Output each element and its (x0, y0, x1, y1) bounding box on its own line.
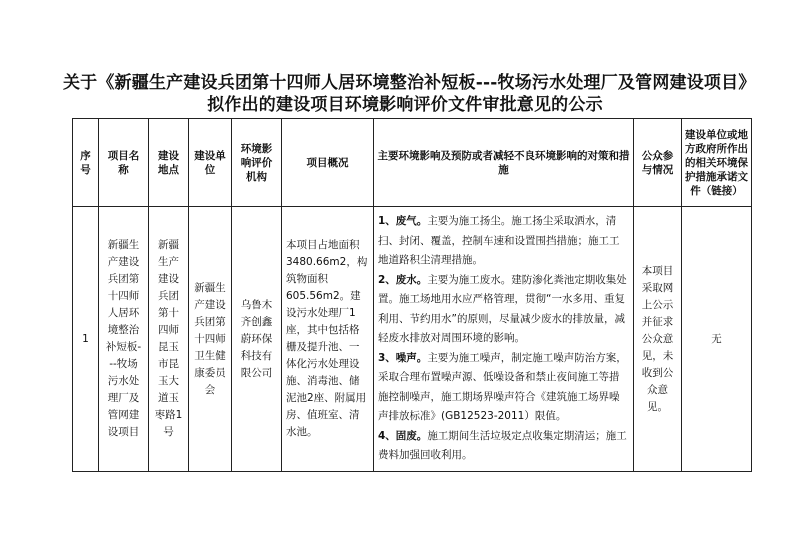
cell-overview: 本项目占地面积3480.66m2，构筑物面积605.56m2。建设污水处理厂1座，其中包括格栅及提升池、一体化污水处理设施、消毒池、储泥池2座、附属用房、值班室、清水池。 (282, 207, 374, 472)
header-public: 公众参与情况 (634, 119, 682, 207)
header-overview: 项目概况 (282, 119, 374, 207)
cell-index: 1 (73, 207, 99, 472)
table-header-row (73, 119, 752, 207)
cell-builder: 新疆生产建设兵团第十四师卫生健康委员会 (189, 207, 232, 472)
cell-measures (374, 207, 634, 472)
header-builder: 建设单位 (189, 119, 232, 207)
header-project-name: 项目名称 (99, 119, 149, 207)
measure-item: 3、噪声。主要为施工噪声，制定施工噪声防治方案，采取合理布置噪声源、低噪设备和禁止夜间施工等措施控制噪声，施工期场界噪声符合《建筑施工场界噪声排放标准》(GB12523-2011）限值。 (378, 351, 627, 423)
page-title: 关于《新疆生产建设兵团第十四师人居环境整治补短板---牧场污水处理厂及管网建设项目》拟作出的建设项目环境影响评价文件审批意见的公示 (62, 73, 748, 115)
measure-item: 4、固废。施工期间生活垃圾定点收集定期清运；施工费料加强回收利用。 (378, 429, 627, 462)
cell-location: 新疆生产建设兵团第十四师昆玉市昆玉大道玉枣路1号 (149, 207, 189, 472)
approval-table (72, 118, 752, 472)
cell-project-name: 新疆生产建设兵团第十四师人居环境整治补短板---牧场污水处理厂及管网建设项目 (99, 207, 149, 472)
header-commitment: 建设单位或地方政府所作出的相关环境保护措施承诺文件（链接） (682, 119, 752, 207)
table-row (73, 207, 752, 472)
cell-eia-agency: 乌鲁木齐创鑫蔚环保科技有限公司 (232, 207, 282, 472)
cell-public: 本项目采取网上公示并征求公众意见，未收到公众意见。 (634, 207, 682, 472)
measure-item: 2、废水。主要为施工废水。建防渗化粪池定期收集处置。施工场地用水应严格管理，贯彻“一水多用、重复利用、节约用水”的原则，尽量减少废水的排放量，减轻废水排放对周围环境的影响。 (378, 273, 627, 345)
header-location: 建设地点 (149, 119, 189, 207)
header-measures: 主要环境影响及预防或者减轻不良环境影响的对策和措施 (374, 119, 634, 207)
cell-commitment: 无 (682, 207, 752, 472)
header-eia-agency: 环境影响评价机构 (232, 119, 282, 207)
header-index: 序号 (73, 119, 99, 207)
measure-item: 1、废气。主要为施工扬尘。施工扬尘采取洒水，清扫、封闭、覆盖，控制车速和设置围挡措施；施工工地道路积尘清理措施。 (378, 215, 620, 267)
